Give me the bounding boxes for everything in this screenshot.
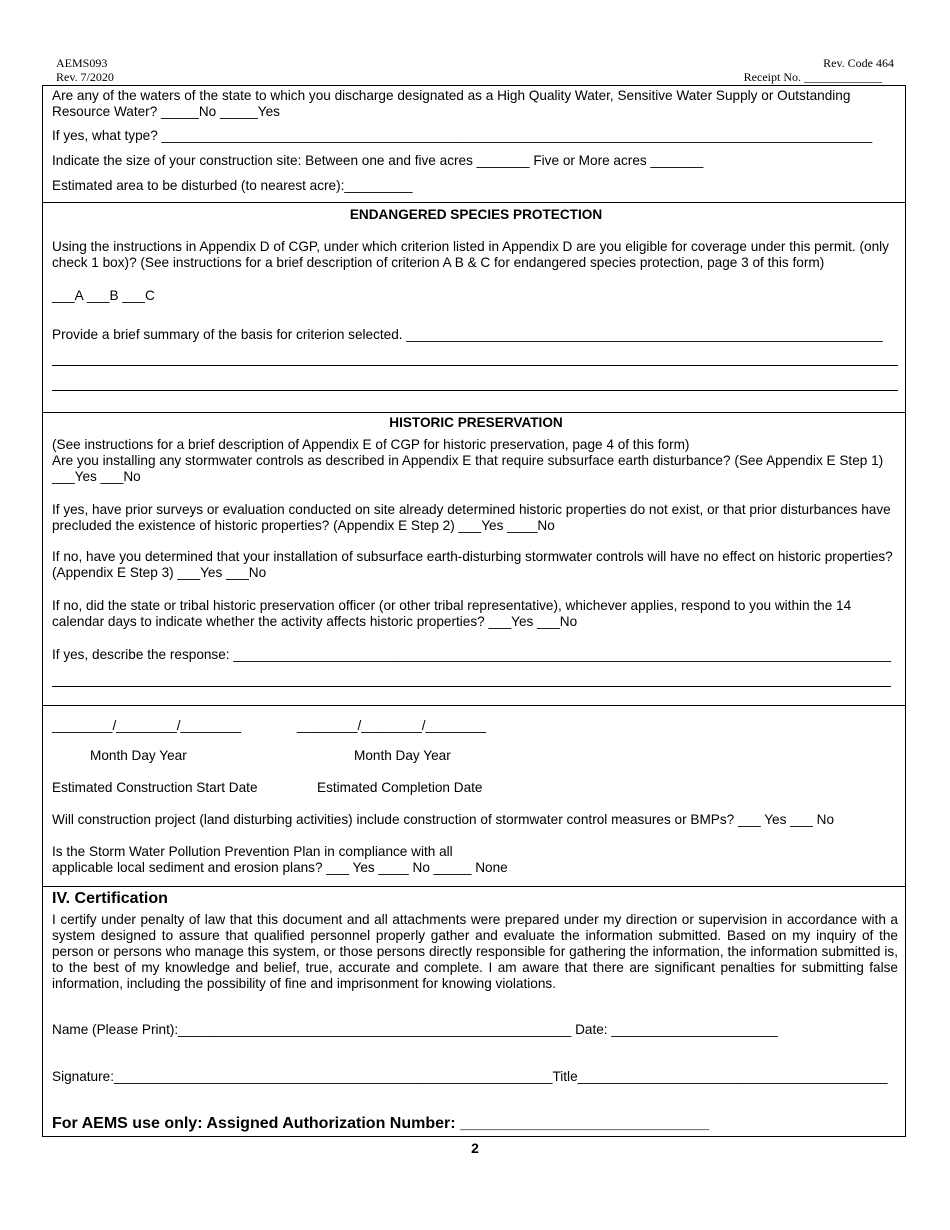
rev-code: Rev. Code 464 (823, 56, 894, 70)
bmp-question[interactable]: Will construction project (land disturbing activities) include construction of stormwater control measures or BMPs? ___ Yes ___ No (52, 812, 834, 827)
revision-date: Rev. 7/2020 (56, 70, 114, 84)
start-date-caption: Month Day Year (90, 748, 187, 763)
historic-preservation-heading: HISTORIC PRESERVATION (389, 415, 563, 430)
swppp-question-line1: Is the Storm Water Pollution Prevention Plan in compliance with all (52, 844, 453, 859)
swppp-question-line2[interactable]: applicable local sediment and erosion plans? ___ Yes ____ No _____ None (52, 860, 508, 875)
criterion-summary-field[interactable]: Provide a brief summary of the basis for criterion selected. _______________________________________________________________ (52, 327, 883, 342)
completion-date-field[interactable]: ________/________/________ (297, 718, 486, 733)
endangered-species-instructions: Using the instructions in Appendix D of CGP, under which criterion listed in Appendix D are you eligible for coverage under this permit. (only check 1 box)? (See instructions for a brief description of criterion A B & C for endangered species protection, page 3 of this form) (52, 239, 889, 270)
no-effect-question[interactable]: If no, have you determined that your installation of subsurface earth-disturbing stormwater controls will have no effect on historic properties? (Appendix E Step 3) ___Yes ___No (52, 549, 893, 580)
prior-surveys-question[interactable]: If yes, have prior surveys or evaluation conducted on site already determined historic properties do not exist, or that prior disturbances have precluded the existence of historic properties? (Appendix E Step 2) ___Yes ____No (52, 502, 891, 533)
criterion-options[interactable]: ___A ___B ___C (52, 288, 155, 303)
historic-intro: (See instructions for a brief description of Appendix E of CGP for historic preservation, page 4 of this form) (52, 437, 690, 452)
start-date-field[interactable]: ________/________/________ (52, 718, 241, 733)
subsurface-disturbance-question[interactable]: Are you installing any stormwater controls as described in Appendix E that require subsurface earth disturbance? (See Appendix E Step 1) ___Yes ___No (52, 453, 884, 484)
section-divider (42, 412, 906, 413)
section-divider (42, 705, 906, 706)
site-size-question[interactable]: Indicate the size of your construction site: Between one and five acres _______ Five or More acres _______ (52, 153, 704, 168)
high-quality-water-question[interactable]: Are any of the waters of the state to which you discharge designated as a High Quality Water, Sensitive Water Supply or Outstanding Resource Water? _____No _____Yes (52, 88, 851, 119)
disturbed-area-field[interactable]: Estimated area to be disturbed (to nearest acre):_________ (52, 178, 413, 193)
authorization-number-field[interactable]: For AEMS use only: Assigned Authorization Number: ____________________________ (52, 1115, 710, 1132)
completion-date-caption: Month Day Year (354, 748, 451, 763)
page-number: 2 (471, 1140, 479, 1156)
name-date-fields[interactable]: Name (Please Print):____________________________________________________ Date: ______________________ (52, 1022, 778, 1037)
response-line[interactable] (52, 686, 891, 687)
response-description-field[interactable]: If yes, describe the response: _______________________________________________________________________________________ (52, 647, 892, 662)
section-divider (42, 886, 906, 887)
signature-title-fields[interactable]: Signature:__________________________________________________________Title_________________________________________ (52, 1069, 888, 1084)
receipt-number: Receipt No. _____________ (743, 70, 882, 84)
completion-date-label: Estimated Completion Date (317, 780, 483, 795)
form-id: AEMS093 (56, 56, 108, 70)
certification-heading: IV. Certification (52, 890, 168, 907)
start-date-label: Estimated Construction Start Date (52, 780, 258, 795)
preservation-officer-question[interactable]: If no, did the state or tribal historic preservation officer (or other tribal representative), whichever applies, respond to you within the 14 calendar days to indicate whether the activity affects historic properties? ___Yes ___No (52, 598, 852, 629)
certification-text: I certify under penalty of law that this document and all attachments were prepared under my direction or supervision in accordance with a system designed to assure that qualified personnel properly gather and evaluate the information submitted. Based on my inquiry of the person or persons who manage this system, or those persons directly responsible for gathering the information, the information submitted is, to the best of my knowledge and belief, true, accurate and complete. I am aware that there are significant penalties for submitting false information, including the possibility of fine and imprisonment for knowing violations. (52, 912, 898, 991)
endangered-species-heading: ENDANGERED SPECIES PROTECTION (349, 207, 603, 222)
water-type-field[interactable]: If yes, what type? ______________________________________________________________________________________________ (52, 128, 873, 143)
summary-line-1[interactable] (52, 365, 898, 366)
section-divider (42, 202, 906, 203)
summary-line-2[interactable] (52, 390, 898, 391)
